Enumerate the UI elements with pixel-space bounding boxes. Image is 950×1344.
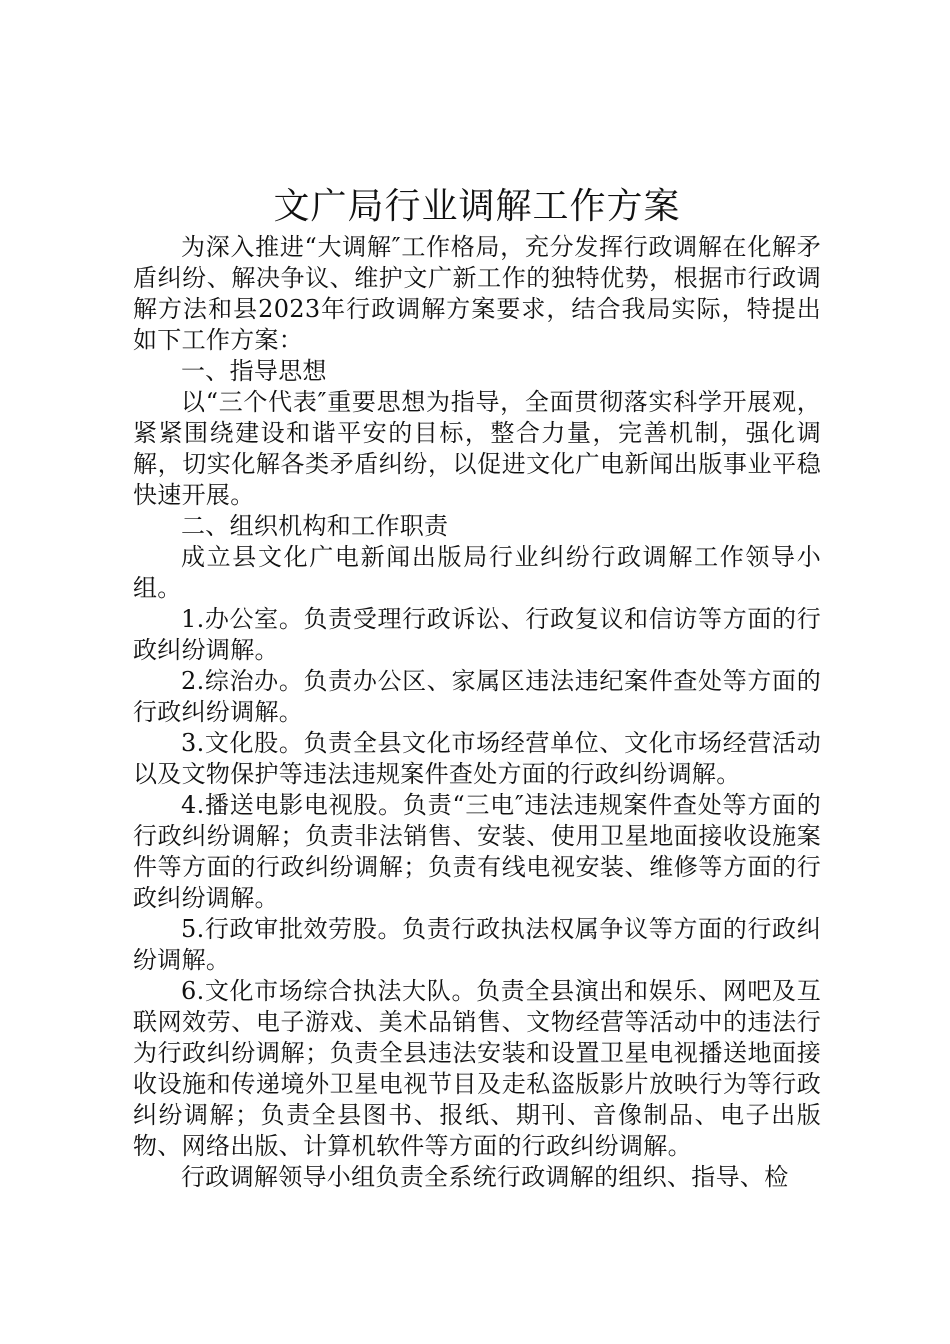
paragraph-leading-group: 成立县文化广电新闻出版局行业纠纷行政调解工作领导小组。	[133, 543, 821, 602]
list-item-office: 1.办公室。负责受理行政诉讼、行政复议和信访等方面的行政纠纷调解。	[133, 605, 821, 664]
list-item-comprehensive-office: 2.综治办。负责办公区、家属区违法违纪案件查处等方面的行政纠纷调解。	[133, 667, 821, 726]
document-title: 文广局行业调解工作方案	[273, 186, 681, 227]
heading-guiding-thought: 一、指导思想	[181, 357, 327, 385]
list-item-culture-section: 3.文化股。负责全县文化市场经营单位、文化市场经营活动以及文物保护等违法违规案件查处方面的行政纠纷调解。	[133, 729, 821, 788]
list-item-broadcast-section: 4.播送电影电视股。负责“三电″违法违规案件查处等方面的行政纠纷调解；负责非法销售、安装、使用卫星地面接收设施案件等方面的行政纠纷调解；负责有线电视安装、维修等方面的行政纠纷调解。	[133, 791, 821, 912]
list-item-approval-section: 5.行政审批效劳股。负责行政执法权属争议等方面的行政纠纷调解。	[133, 915, 821, 974]
paragraph-group-duty: 行政调解领导小组负责全系统行政调解的组织、指导、检	[181, 1163, 789, 1191]
document-body	[133, 182, 821, 1193]
heading-organization: 二、组织机构和工作职责	[181, 512, 449, 540]
list-item-enforcement-team: 6.文化市场综合执法大队。负责全县演出和娱乐、网吧及互联网效劳、电子游戏、美术品销售、文物经营等活动中的违法行为行政纠纷调解；负责全县违法安装和设置卫星电视播送地面接收设施和传递境外卫星电视节目及走私盗版影片放映行为等行政纠纷调解；负责全县图书、报纸、期刊、音像制品、电子出版物、网络出版、计算机软件等方面的行政纠纷调解。	[133, 977, 821, 1160]
paragraph-intro: 为深入推进“大调解″工作格局，充分发挥行政调解在化解矛盾纠纷、解决争议、维护文广新工作的独特优势，根据市行政调解方法和县2023年行政调解方案要求，结合我局实际，特提出如下工作方案：	[133, 233, 821, 354]
paragraph-guiding-thought: 以“三个代表″重要思想为指导，全面贯彻落实科学开展观，紧紧围绕建设和谐平安的目标，整合力量，完善机制，强化调解，切实化解各类矛盾纠纷，以促进文化广电新闻出版事业平稳快速开展。	[133, 388, 821, 509]
